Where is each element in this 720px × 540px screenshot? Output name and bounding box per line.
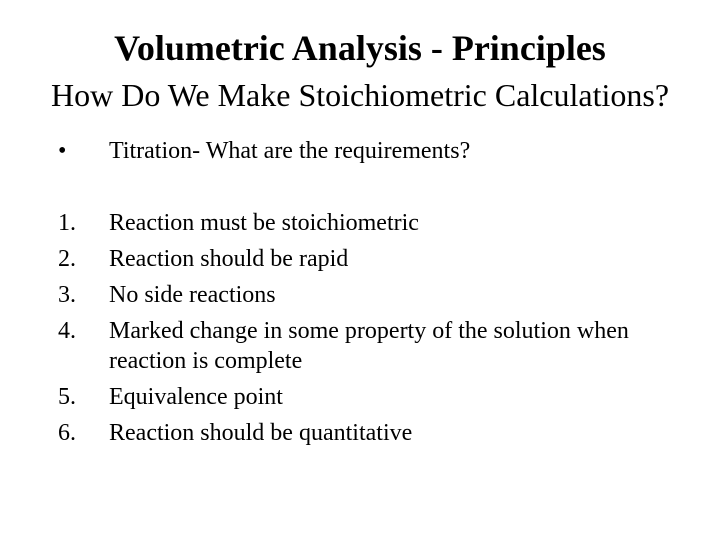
list-item-text: Equivalence point [109, 384, 283, 410]
list-item [58, 208, 698, 238]
list-item-text: Reaction should be quantitative [109, 420, 413, 446]
list-item-text: Marked change in some property of the solution when reaction is complete [109, 318, 629, 374]
requirements-list [58, 208, 698, 454]
list-item [58, 316, 698, 376]
slide-title: Volumetric Analysis - Principles [114, 28, 606, 68]
list-item-number: 3. [58, 282, 76, 308]
list-item-number: 4. [58, 318, 76, 344]
list-item-text: Reaction should be rapid [109, 246, 349, 272]
list-item [58, 382, 698, 412]
list-item [58, 280, 698, 310]
bullet-mark: • [58, 138, 67, 164]
list-item-number: 1. [58, 210, 76, 236]
list-item-number: 5. [58, 384, 76, 410]
list-item [58, 418, 698, 448]
list-item-number: 2. [58, 246, 76, 272]
list-item-text: No side reactions [109, 282, 276, 308]
list-item-number: 6. [58, 420, 76, 446]
bullet-text: Titration- What are the requirements? [109, 138, 471, 164]
list-item [58, 244, 698, 274]
slide-subtitle: How Do We Make Stoichiometric Calculations? [50, 77, 670, 113]
list-item-text: Reaction must be stoichiometric [109, 210, 419, 236]
